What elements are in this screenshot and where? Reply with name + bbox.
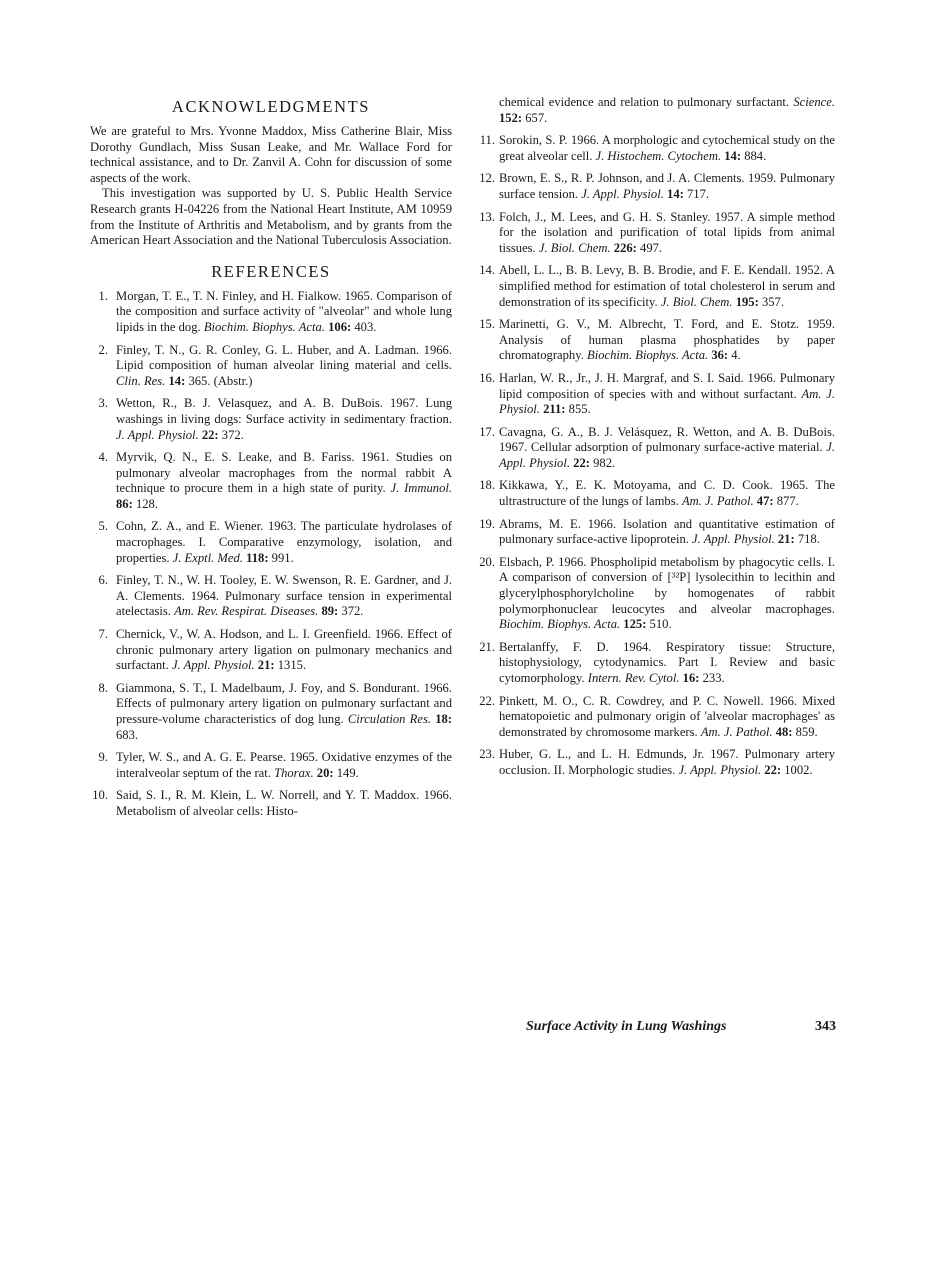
reference-text: Cavagna, G. A., B. J. Velásquez, R. Wetton, and A. B. DuBois. 1967. Cellular adsorption of pulmonary surface-active material. bbox=[499, 424, 835, 455]
reference-19 bbox=[473, 517, 835, 548]
reference-text: Kikkawa, Y., E. K. Motoyama, and C. D. Cook. 1965. The ultrastructure of the lungs of lambs. bbox=[499, 478, 835, 509]
reference-pages: 657. bbox=[525, 110, 548, 125]
reference-pages: 683. bbox=[116, 727, 139, 742]
reference-volume: 36: bbox=[711, 348, 729, 363]
page-footer bbox=[526, 1019, 836, 1035]
reference-volume: 14: bbox=[168, 373, 186, 388]
reference-journal: Science. bbox=[793, 95, 835, 109]
reference-text: Brown, E. S., R. P. Johnson, and J. A. Clements. 1959. Pulmonary surface tension. bbox=[499, 171, 835, 201]
running-title: Surface Activity in Lung Washings bbox=[526, 1019, 727, 1034]
reference-volume: 86: bbox=[116, 496, 133, 511]
reference-volume: 48: bbox=[775, 724, 793, 739]
reference-text: Bertalanffy, F. D. 1964. Respiratory tissue: Structure, histophysiology, cytodynamics. Part I. Review and basic cytomorphology. bbox=[499, 639, 835, 685]
reference-volume: 22: bbox=[764, 762, 782, 777]
reference-journal: Am. J. Physiol. bbox=[499, 386, 835, 417]
reference-16 bbox=[473, 371, 835, 418]
reference-number: 16 . bbox=[473, 371, 495, 387]
reference-text: Folch, J., M. Lees, and G. H. S. Stanley. 1957. A simple method for the isolation and purification of total lipids from animal tissues. bbox=[499, 209, 835, 255]
reference-text: chemical evidence and relation to pulmonary surfactant. bbox=[499, 95, 790, 109]
reference-volume: 14: bbox=[667, 186, 684, 201]
reference-pages: 717. bbox=[686, 186, 710, 201]
reference-pages: 365. (Abstr.) bbox=[188, 373, 253, 388]
reference-22 bbox=[473, 694, 835, 741]
reference-15 bbox=[473, 317, 835, 364]
reference-number: 22 . bbox=[473, 694, 495, 710]
reference-journal: J. Appl. Physiol. bbox=[171, 658, 255, 673]
reference-1 bbox=[90, 289, 452, 336]
reference-12 bbox=[473, 171, 835, 202]
reference-5 bbox=[90, 519, 452, 566]
reference-text: Chernick, V., W. A. Hodson, and L. I. Greenfield. 1966. Effect of chronic pulmonary artery ligation on pulmonary mechanics and surfactant. bbox=[116, 627, 452, 673]
reference-text: Tyler, W. S., and A. G. E. Pearse. 1965. Oxidative enzymes of the interalveolar septum of the rat. bbox=[116, 750, 452, 780]
reference-8 bbox=[90, 681, 452, 743]
reference-number: 4 . bbox=[86, 450, 108, 466]
page-number: 343 bbox=[815, 1019, 836, 1034]
left-column bbox=[90, 97, 452, 827]
acknowledgments-heading: ACKNOWLEDGMENTS bbox=[171, 97, 371, 116]
reference-journal: J. Immunol. bbox=[390, 481, 453, 496]
reference-10-continuation bbox=[499, 95, 835, 126]
reference-23 bbox=[473, 747, 835, 778]
reference-journal: Circulation Res. bbox=[347, 712, 431, 726]
reference-7 bbox=[90, 627, 452, 674]
reference-11 bbox=[473, 133, 835, 164]
reference-journal: J. Appl. Physiol. bbox=[581, 186, 664, 201]
reference-text: Harlan, W. R., Jr., J. H. Margraf, and S. I. Said. 1966. Pulmonary lipid composition of species with and without surfactant. bbox=[499, 370, 835, 401]
reference-list-left bbox=[90, 289, 452, 820]
reference-volume: 118: bbox=[246, 550, 269, 565]
reference-pages: 128. bbox=[135, 496, 158, 511]
reference-journal: J. Biol. Chem. bbox=[660, 294, 733, 309]
reference-volume: 22: bbox=[201, 427, 219, 442]
reference-pages: 1315. bbox=[277, 658, 307, 673]
reference-volume: 195: bbox=[735, 294, 759, 309]
reference-text: Giammona, S. T., I. Madelbaum, J. Foy, and S. Bondurant. 1966. Effects of pulmonary artery ligation on pulmonary surfactant and pressure-volume characteristics of dog lung. bbox=[116, 680, 452, 726]
reference-number: 10 . bbox=[86, 788, 108, 804]
reference-pages: 403. bbox=[354, 319, 377, 334]
reference-pages: 357. bbox=[761, 294, 784, 309]
reference-pages: 859. bbox=[795, 724, 818, 739]
reference-number: 14 . bbox=[473, 263, 495, 279]
reference-volume: 21: bbox=[777, 532, 795, 547]
reference-number: 13 . bbox=[473, 210, 495, 226]
reference-pages: 4. bbox=[731, 348, 741, 363]
reference-volume: 20: bbox=[316, 765, 334, 780]
reference-number: 6 . bbox=[86, 573, 108, 589]
reference-journal: Biochim. Biophys. Acta. bbox=[587, 348, 709, 363]
acknowledgments-paragraph: We are grateful to Mrs. Yvonne Maddox, Miss Catherine Blair, Miss Dorothy Gundlach, Miss Susan Leake, and Mr. Wallace Ford for technical assistance, and to Dr. Zanvil A. Cohn for discussion of some aspects of the work. bbox=[90, 124, 452, 185]
reference-number: 5 . bbox=[86, 519, 108, 535]
reference-number: 20 . bbox=[473, 555, 495, 571]
reference-10 bbox=[90, 788, 452, 819]
reference-volume: 18: bbox=[435, 712, 452, 726]
reference-number: 19 . bbox=[473, 517, 495, 533]
reference-number: 11 . bbox=[473, 133, 495, 149]
reference-number: 8 . bbox=[86, 681, 108, 697]
reference-pages: 991. bbox=[271, 550, 294, 565]
references-heading: REFERENCES bbox=[211, 261, 331, 281]
reference-pages: 982. bbox=[593, 455, 616, 470]
reference-volume: 47: bbox=[756, 494, 774, 509]
reference-20 bbox=[473, 555, 835, 633]
reference-pages: 372. bbox=[341, 604, 364, 619]
reference-text: Marinetti, G. V., M. Albrecht, T. Ford, and E. Stotz. 1959. Analysis of human plasma phosphatides by paper chromatography. bbox=[499, 317, 835, 363]
reference-text: Finley, T. N., G. R. Conley, G. L. Huber, and A. Ladman. 1966. Lipid composition of human alveolar lining material and cells. bbox=[116, 342, 452, 373]
reference-13 bbox=[473, 210, 835, 257]
reference-text: Elsbach, P. 1966. Phospholipid metabolism by phagocytic cells. I. A comparison of conversion of [³²P] lysolecithin to lecithin and glycerylphosphorylcholine by homogenates of rabbit polymorphonuclear leucocytes and alveolar macrophages. bbox=[499, 554, 835, 616]
reference-journal: Biochim. Biophys. Acta. bbox=[499, 617, 621, 632]
reference-21 bbox=[473, 640, 835, 687]
reference-text: Said, S. I., R. M. Klein, L. W. Norrell, and Y. T. Maddox. 1966. Metabolism of alveolar cells: Histo- bbox=[116, 788, 452, 818]
reference-text: Pinkett, M. O., C. R. Cowdrey, and P. C. Nowell. 1966. Mixed hematopoietic and pulmonary origin of 'alveolar macrophages' as demonstrated by chromosome markers. bbox=[499, 693, 835, 739]
reference-journal: J. Appl. Physiol. bbox=[499, 440, 835, 470]
reference-number: 18 . bbox=[473, 478, 495, 494]
reference-text: Huber, G. L., and L. H. Edmunds, Jr. 1967. Pulmonary artery occlusion. II. Morphologic studies. bbox=[499, 747, 835, 777]
reference-pages: 510. bbox=[649, 617, 672, 632]
reference-18 bbox=[473, 478, 835, 509]
reference-journal: Clin. Res. bbox=[116, 373, 166, 388]
reference-volume: 14: bbox=[724, 148, 742, 163]
reference-pages: 233. bbox=[702, 671, 725, 685]
reference-14 bbox=[473, 263, 835, 310]
reference-pages: 884. bbox=[744, 148, 767, 163]
reference-volume: 211: bbox=[543, 402, 566, 417]
reference-pages: 855. bbox=[568, 402, 591, 417]
reference-volume: 22: bbox=[573, 455, 590, 470]
reference-text: Abrams, M. E. 1966. Isolation and quantitative estimation of pulmonary surface-active lipoprotein. bbox=[499, 516, 835, 547]
right-column bbox=[473, 95, 835, 786]
reference-text: Morgan, T. E., T. N. Finley, and H. Fialkow. 1965. Comparison of the composition and surface activity of "alveolar" and whole lung lipids in the dog. bbox=[116, 288, 452, 334]
reference-number: 12 . bbox=[473, 171, 495, 187]
reference-pages: 149. bbox=[336, 765, 359, 780]
reference-journal: J. Exptl. Med. bbox=[172, 550, 243, 565]
reference-journal: Am. J. Pathol. bbox=[681, 494, 754, 509]
reference-number: 15 . bbox=[473, 317, 495, 333]
reference-pages: 718. bbox=[797, 532, 820, 547]
reference-journal: J. Histochem. Cytochem. bbox=[595, 148, 722, 163]
reference-volume: 16: bbox=[682, 671, 700, 685]
reference-6 bbox=[90, 573, 452, 620]
reference-volume: 226: bbox=[613, 240, 637, 255]
reference-journal: Biochim. Biophys. Acta. bbox=[203, 319, 325, 334]
reference-volume: 152: bbox=[499, 110, 523, 125]
reference-number: 1 . bbox=[86, 289, 108, 305]
reference-3 bbox=[90, 396, 452, 443]
reference-volume: 21: bbox=[257, 658, 275, 673]
reference-pages: 1002. bbox=[784, 762, 813, 777]
reference-volume: 106: bbox=[328, 319, 352, 334]
reference-number: 23 . bbox=[473, 747, 495, 763]
reference-pages: 497. bbox=[640, 240, 663, 255]
reference-journal: Am. Rev. Respirat. Diseases. bbox=[174, 604, 319, 619]
reference-text: Wetton, R., B. J. Velasquez, and A. B. DuBois. 1967. Lung washings in living dogs: Surface activity in sedimentary fraction. bbox=[116, 396, 452, 426]
reference-pages: 372. bbox=[221, 427, 244, 442]
reference-journal: Thorax. bbox=[274, 765, 314, 780]
reference-journal: J. Biol. Chem. bbox=[538, 240, 611, 255]
reference-journal: Am. J. Pathol. bbox=[700, 724, 773, 739]
reference-text: Sorokin, S. P. 1966. A morphologic and cytochemical study on the great alveolar cell. bbox=[499, 133, 835, 163]
reference-text: Cohn, Z. A., and E. Wiener. 1963. The particulate hydrolases of macrophages. I. Comparative enzymology, isolation, and properties. bbox=[116, 519, 452, 565]
reference-number: 7 . bbox=[86, 627, 108, 643]
reference-volume: 125: bbox=[623, 617, 647, 632]
reference-text: Abell, L. L., B. B. Levy, B. B. Brodie, and F. E. Kendall. 1952. A simplified method for estimation of total cholesterol in serum and demonstration of its specificity. bbox=[499, 263, 835, 309]
reference-text: Finley, T. N., W. H. Tooley, E. W. Swenson, R. E. Gardner, and J. A. Clements. 1964. Pulmonary surface tension in experimental atelectasis. bbox=[116, 573, 452, 619]
reference-list-right bbox=[473, 133, 835, 778]
reference-2 bbox=[90, 343, 452, 390]
reference-number: 3 . bbox=[86, 396, 108, 412]
reference-4 bbox=[90, 450, 452, 512]
reference-journal: J. Appl. Physiol. bbox=[116, 427, 199, 442]
reference-journal: J. Appl. Physiol. bbox=[678, 762, 762, 777]
reference-journal: Intern. Rev. Cytol. bbox=[587, 671, 680, 685]
reference-journal: J. Appl. Physiol. bbox=[692, 532, 775, 547]
reference-number: 21 . bbox=[473, 640, 495, 656]
reference-17 bbox=[473, 425, 835, 472]
reference-number: 9 . bbox=[86, 750, 108, 766]
reference-volume: 89: bbox=[321, 604, 339, 619]
reference-pages: 877. bbox=[776, 494, 799, 509]
reference-number: 2 . bbox=[86, 343, 108, 359]
reference-text: Myrvik, Q. N., E. S. Leake, and B. Fariss. 1961. Studies on pulmonary alveolar macrophages from the normal rabbit A technique to procure them in a high state of purity. bbox=[116, 450, 452, 496]
funding-paragraph: This investigation was supported by U. S. Public Health Service Research grants H-04226 from the National Heart Institute, AM 10959 from the Institute of Arthritis and Metabolism, and by grants from the American Heart Association and the National Tuberculosis Association. bbox=[90, 186, 452, 248]
reference-9 bbox=[90, 750, 452, 781]
reference-number: 17 . bbox=[473, 425, 495, 441]
